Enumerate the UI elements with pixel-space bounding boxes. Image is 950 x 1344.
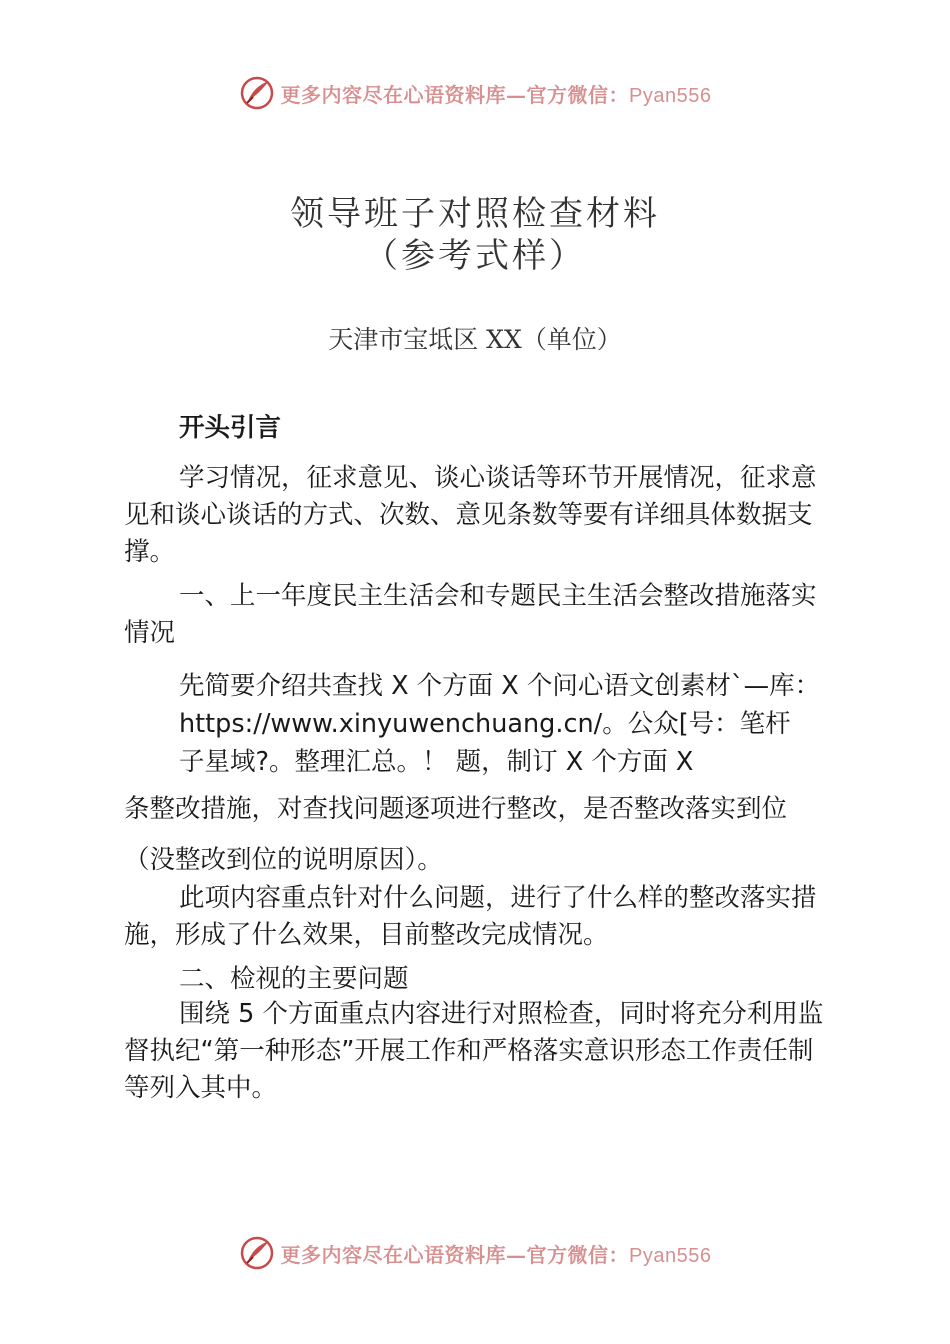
unit-line: 天津市宝坻区 XX（单位） [328, 325, 622, 354]
document-title: 领导班子对照检查材料 [290, 194, 660, 234]
section1-line: 条整改措施，对查找问题逐项进行整改，是否整改落实到位 [124, 794, 788, 824]
intro-heading: 开头引言 [179, 413, 282, 443]
watermark-banner-top [0, 68, 950, 118]
section1-line: https://www.xinyuwenchuang.cn/。公众[号：笔杆 [179, 709, 791, 739]
watermark-banner-bottom [0, 1228, 950, 1278]
section1-heading: 一、上一年度民主生活会和专题民主生活会整改措施落实情况 [124, 581, 817, 648]
section1-paragraph2: 此项内容重点针对什么问题，进行了什么样的整改落实措施，形成了什么效果，目前整改完成情况。 [124, 883, 817, 950]
section1-line: 先简要介绍共查找 X 个方面 X 个问心语文创素材`—库： [179, 671, 821, 701]
quill-logo-icon [239, 75, 275, 111]
section2-paragraph: 围绕 5 个方面重点内容进行对照检查，同时将充分利用监督执纪“第一种形态”开展工作和严格落实意识形态工作责任制等列入其中。 [124, 999, 824, 1103]
watermark-text: 更多内容尽在心语资料库—官方微信：Pyan556 [280, 82, 712, 107]
section1-line: 子星域?。整理汇总。！ 题，制订 X 个方面 X [179, 747, 694, 777]
document-subtitle: （参考式样） [364, 236, 586, 276]
quill-logo-icon [239, 1235, 275, 1271]
intro-paragraph: 学习情况，征求意见、谈心谈话等环节开展情况，征求意见和谈心谈话的方式、次数、意见条数等要有详细具体数据支撑。 [124, 463, 817, 567]
watermark-text: 更多内容尽在心语资料库—官方微信：Pyan556 [280, 1242, 712, 1267]
section2-heading: 二、检视的主要问题 [179, 964, 409, 994]
section1-line: （没整改到位的说明原因）。 [124, 845, 443, 875]
